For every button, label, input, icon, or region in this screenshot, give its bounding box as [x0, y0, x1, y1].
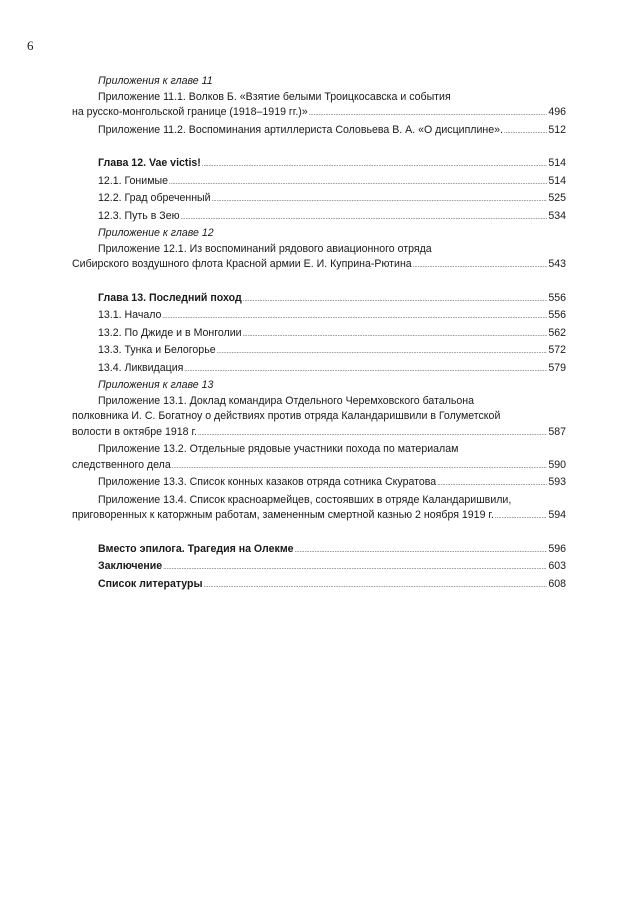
- toc-entry: [72, 191, 566, 209]
- dot-leader: [202, 158, 548, 174]
- section-gap: [72, 275, 566, 291]
- toc-entry-title: Заключение: [98, 560, 163, 572]
- dot-leader: [243, 293, 548, 309]
- dot-leader: [212, 193, 548, 209]
- toc-page-number: 596: [548, 542, 566, 555]
- toc-entry-title: следственного дела: [72, 458, 171, 471]
- toc-page-number: 556: [548, 291, 566, 304]
- toc-entry-title: Глава 12. Vae victis!: [98, 157, 201, 169]
- toc-entry-title: приговоренных к каторжным работам, замененным смертной казнью 2 ноября 1919 г.: [72, 509, 494, 521]
- toc-entry-title: 12.2. Град обреченный: [98, 192, 211, 204]
- toc-entry: [72, 209, 566, 227]
- dot-leader: [184, 363, 547, 379]
- toc-page-number: 593: [548, 476, 566, 488]
- toc-page-number: 534: [548, 209, 566, 222]
- toc-entry-title: Глава 13. Последний поход: [98, 291, 242, 304]
- toc-entry-title: 12.1. Гонимые: [98, 174, 168, 187]
- toc-chapter-entry: [72, 542, 566, 560]
- toc-entry-title: на русско-монгольской границе (1918–1919 гг.)»: [72, 106, 308, 118]
- toc-entry-title: Сибирского воздушного флота Красной армии Е. И. Куприна-Рютина: [72, 258, 412, 270]
- section-gap: [72, 140, 566, 156]
- appendix-heading: Приложение к главе 12: [98, 227, 214, 239]
- toc-chapter-entry: [72, 577, 566, 595]
- toc-entry-title: Приложение 13.3. Список конных казаков отряда сотника Скуратова: [98, 476, 437, 488]
- toc-text-line: Приложение 13.4. Список красноармейцев, состоявших в отряде Каландаришвили,: [98, 493, 512, 506]
- dot-leader: [217, 345, 548, 361]
- toc-entry-title: Список литературы: [98, 577, 203, 590]
- toc-chapter-entry: [72, 559, 566, 577]
- dot-leader: [437, 477, 547, 493]
- toc-text-line: Приложение 13.2. Отдельные рядовые участники похода по материалам: [98, 443, 459, 455]
- toc-page-number: 512: [548, 123, 566, 136]
- dot-leader: [309, 107, 548, 123]
- toc-entry: [72, 326, 566, 344]
- toc-page-number: 587: [548, 425, 566, 438]
- dot-leader: [243, 328, 548, 344]
- toc-page-number: 514: [548, 157, 566, 169]
- toc-page-number: 543: [548, 258, 566, 270]
- toc-page-number: 579: [548, 361, 566, 374]
- section-gap: [72, 526, 566, 542]
- toc-page-number: 496: [548, 106, 566, 118]
- dot-leader: [169, 176, 547, 192]
- toc-entry: [72, 257, 566, 275]
- toc-entry: [72, 361, 566, 379]
- toc-entry-title: 13.2. По Джиде и в Монголии: [98, 326, 242, 339]
- toc-page-number: 562: [548, 326, 566, 339]
- toc-entry-title: 13.3. Тунка и Белогорье: [98, 344, 216, 356]
- toc-page-number: 590: [548, 458, 566, 471]
- toc-page-number: 556: [548, 309, 566, 321]
- dot-leader: [204, 579, 548, 595]
- toc-page-number: 514: [548, 174, 566, 187]
- toc-entry: [72, 425, 566, 443]
- appendix-heading: Приложения к главе 11: [98, 75, 213, 87]
- dot-leader: [162, 310, 547, 326]
- toc-page-number: 603: [548, 560, 566, 572]
- toc-text-line: Приложение 12.1. Из воспоминаний рядового авиационного отряда: [98, 242, 432, 255]
- dot-leader: [504, 125, 547, 141]
- dot-leader: [295, 544, 548, 560]
- toc-chapter-entry: [72, 156, 566, 174]
- toc-chapter-entry: [72, 291, 566, 309]
- dot-leader: [413, 259, 548, 275]
- dot-leader: [495, 510, 547, 526]
- toc-entry-title: 13.1. Начало: [98, 309, 162, 321]
- toc-entry-title: 12.3. Путь в Зею: [98, 209, 180, 222]
- appendix-heading: Приложения к главе 13: [98, 379, 214, 391]
- toc-entry-title: Приложение 11.2. Воспоминания артиллериста Соловьева В. А. «О дисциплине».: [98, 123, 503, 136]
- toc-entry: [72, 174, 566, 192]
- toc-entry: [72, 508, 566, 526]
- toc-entry: [72, 105, 566, 123]
- dot-leader: [181, 211, 548, 227]
- toc-entry: [72, 123, 566, 141]
- toc-entry: [72, 308, 566, 326]
- dot-leader: [172, 460, 548, 476]
- dot-leader: [198, 427, 547, 443]
- toc-page-number: 594: [548, 509, 566, 521]
- toc-entry-title: волости в октябре 1918 г.: [72, 425, 197, 438]
- toc-entry: [72, 475, 566, 493]
- page-number: 6: [27, 38, 34, 53]
- toc-entry: [72, 458, 566, 476]
- toc-page-number: 525: [548, 192, 566, 204]
- toc-text-line: Приложение 11.1. Волков Б. «Взятие белыми Троицкосавска и события: [98, 90, 451, 103]
- toc-entry: [72, 343, 566, 361]
- toc-text-line: полковника И. С. Богатноу о действиях против отряда Каландаришвили в Голуметской: [72, 410, 501, 422]
- toc-page-number: 608: [548, 577, 566, 590]
- toc-entry-title: Вместо эпилога. Трагедия на Олекме: [98, 542, 294, 555]
- toc-text-line: Приложение 13.1. Доклад командира Отдельного Черемховского батальона: [98, 394, 475, 407]
- toc-entry-title: 13.4. Ликвидация: [98, 361, 184, 374]
- table-of-contents: [72, 74, 566, 594]
- toc-page-number: 572: [548, 344, 566, 356]
- dot-leader: [163, 561, 547, 577]
